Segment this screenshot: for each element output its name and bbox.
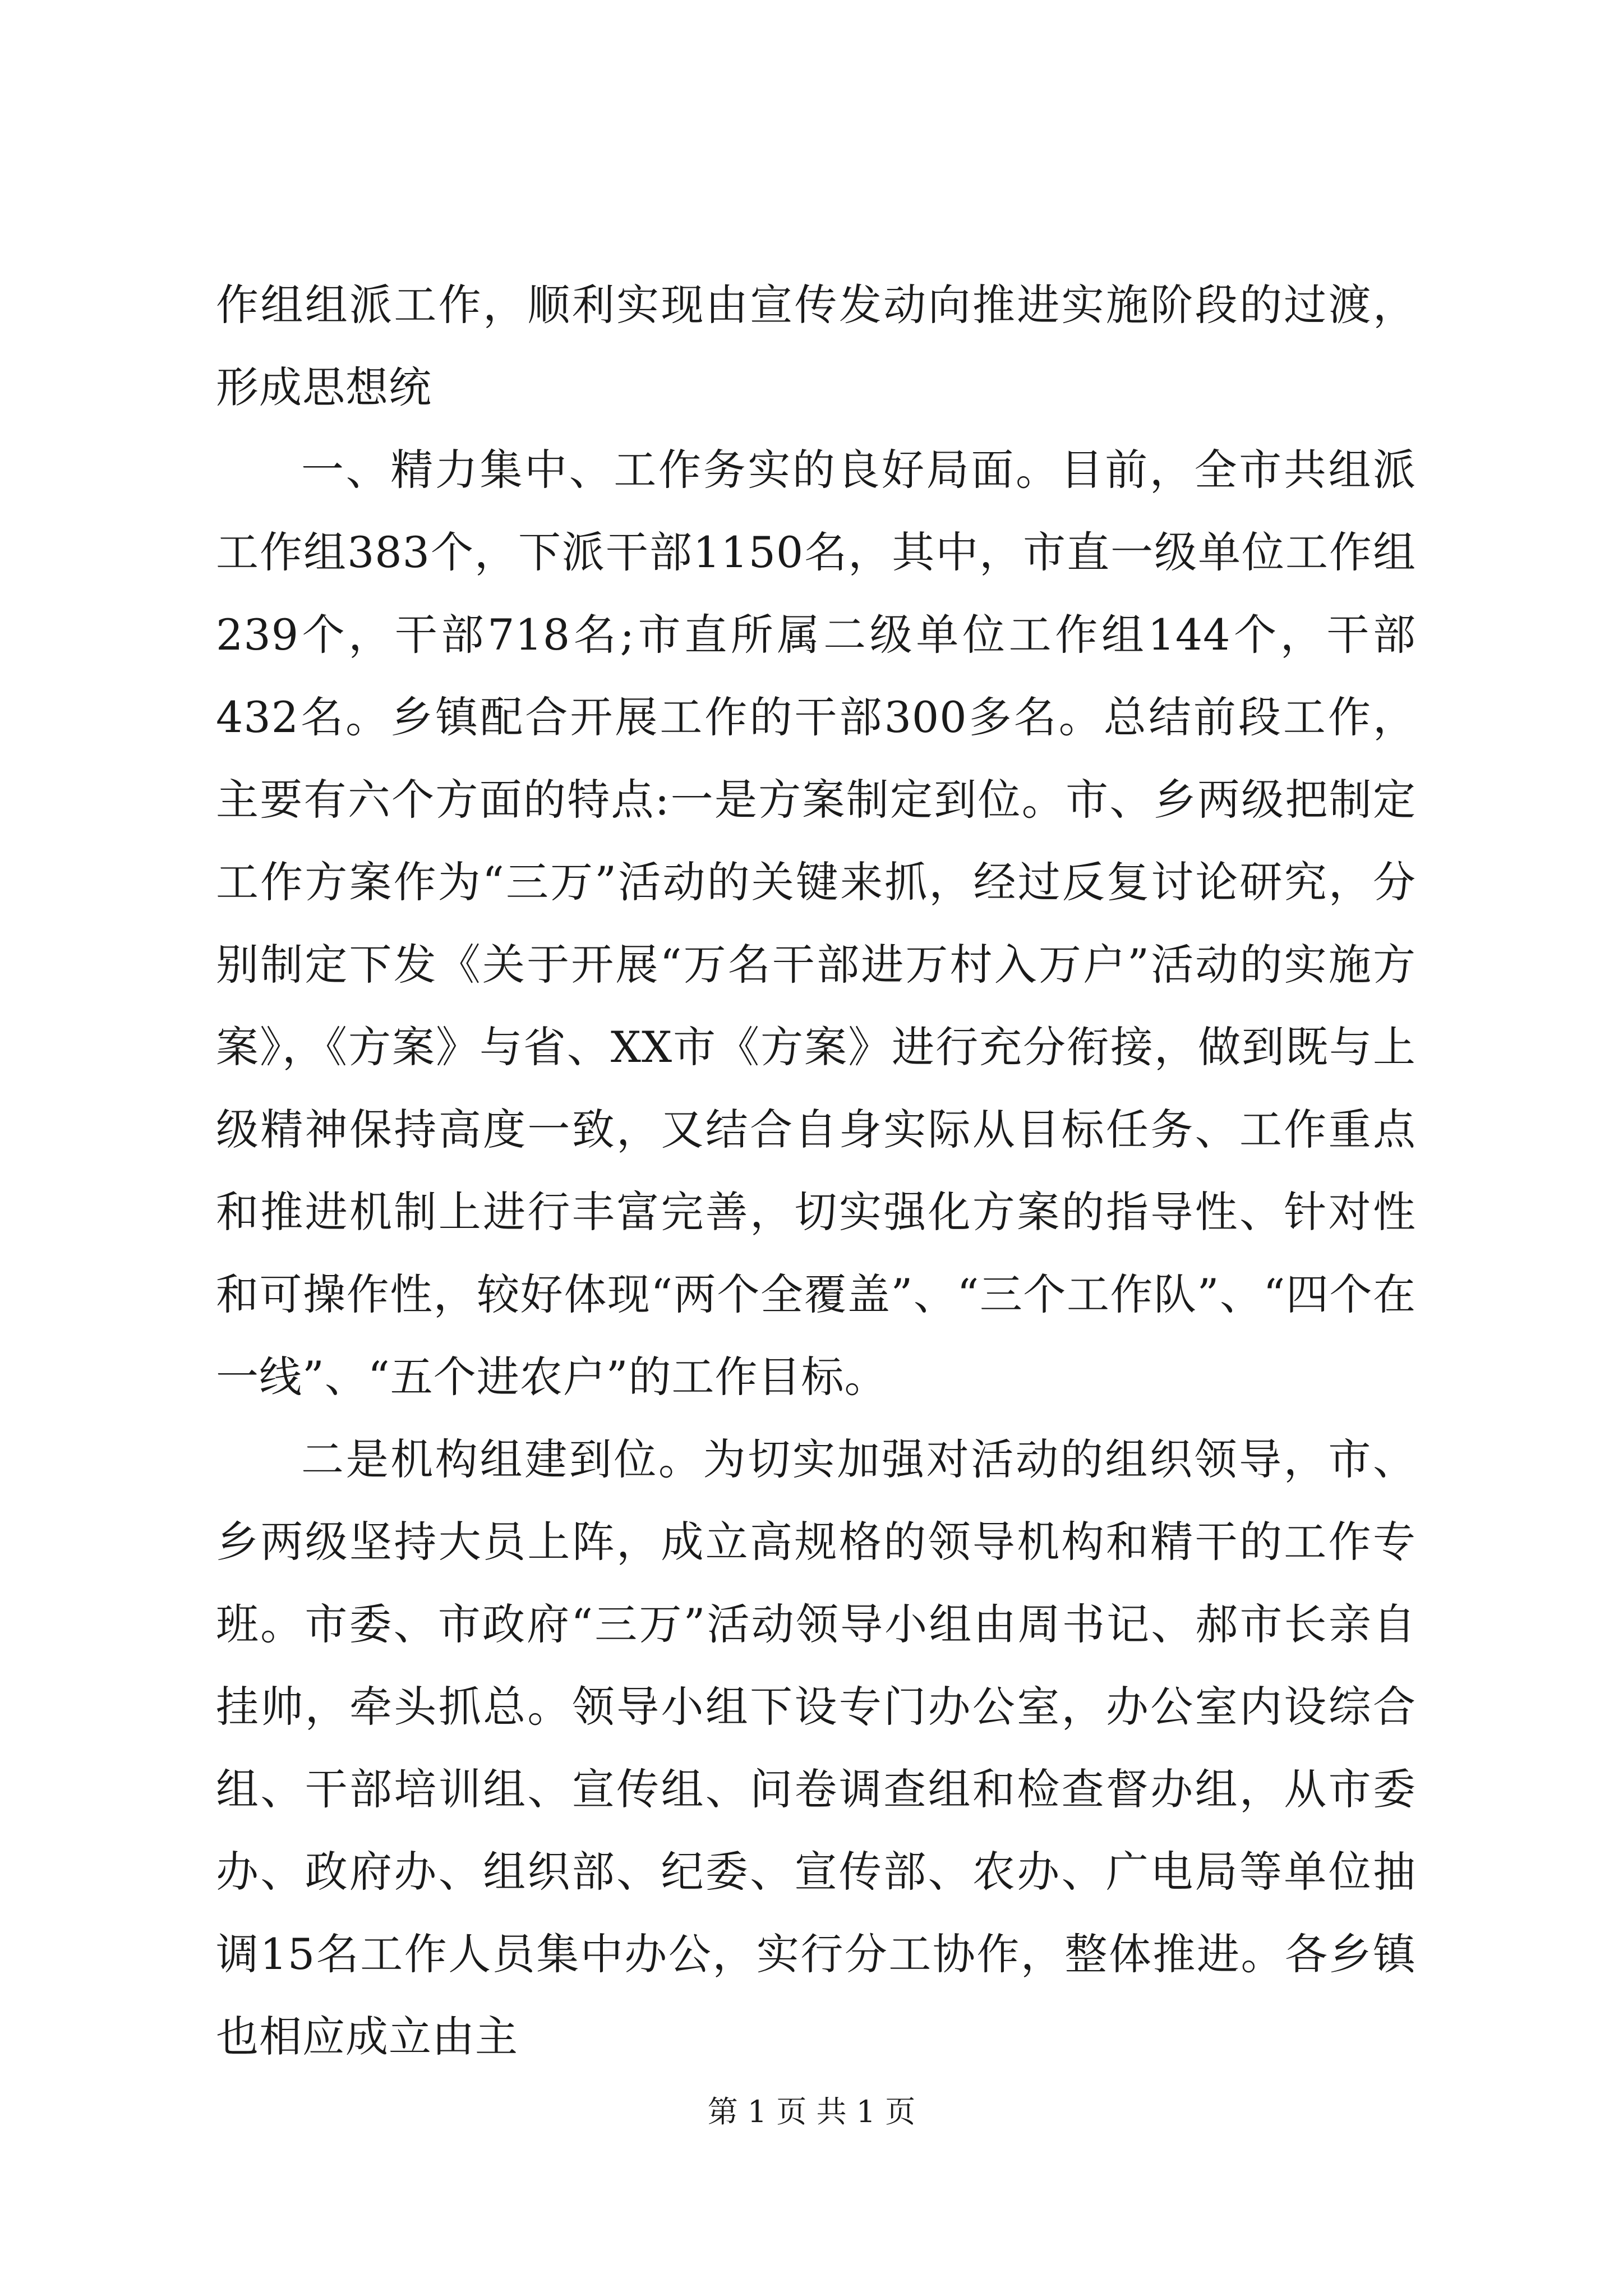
- page-footer: 第 1 页 共 1 页: [707, 2094, 916, 2129]
- paragraph-continuation: 作组组派工作，顺利实现由宣传发动向推进实施阶段的过渡，形成思想统: [216, 280, 1416, 412]
- paragraph-section-two: 二是机构组建到位。为切实加强对活动的组织领导，市、乡两级坚持大员上阵，成立高规格的领导机构和精干的工作专班。市委、市政府“三万”活动领导小组由周书记、郝市长亲自挂帅，牵头抓总。领导小组下设专门办公室，办公室内设综合组、干部培训组、宣传组、问卷调查组和检查督办组，从市委办、政府办、组织部、纪委、宣传部、农办、广电局等单位抽调15名工作人员集中办公，实行分工协作，整体推进。各乡镇也相应成立由主: [216, 1434, 1416, 2062]
- document-body: [216, 264, 1416, 2078]
- paragraph-section-one: 一、精力集中、工作务实的良好局面。目前，全市共组派工作组383个，下派干部1150名，其中，市直一级单位工作组239个，干部718名;市直所属二级单位工作组144个，干部432名。乡镇配合开展工作的干部300多名。总结前段工作，主要有六个方面的特点:一是方案制定到位。市、乡两级把制定工作方案作为“三万”活动的关键来抓，经过反复讨论研究，分别制定下发《关于开展“万名干部进万村入万户”活动的实施方案》，《方案》与省、XX市《方案》进行充分衔接，做到既与上级精神保持高度一致，又结合自身实际从目标任务、工作重点和推进机制上进行丰富完善，切实强化方案的指导性、针对性和可操作性，较好体现“两个全覆盖”、“三个工作队”、“四个在一线”、“五个进农户”的工作目标。: [216, 445, 1416, 1402]
